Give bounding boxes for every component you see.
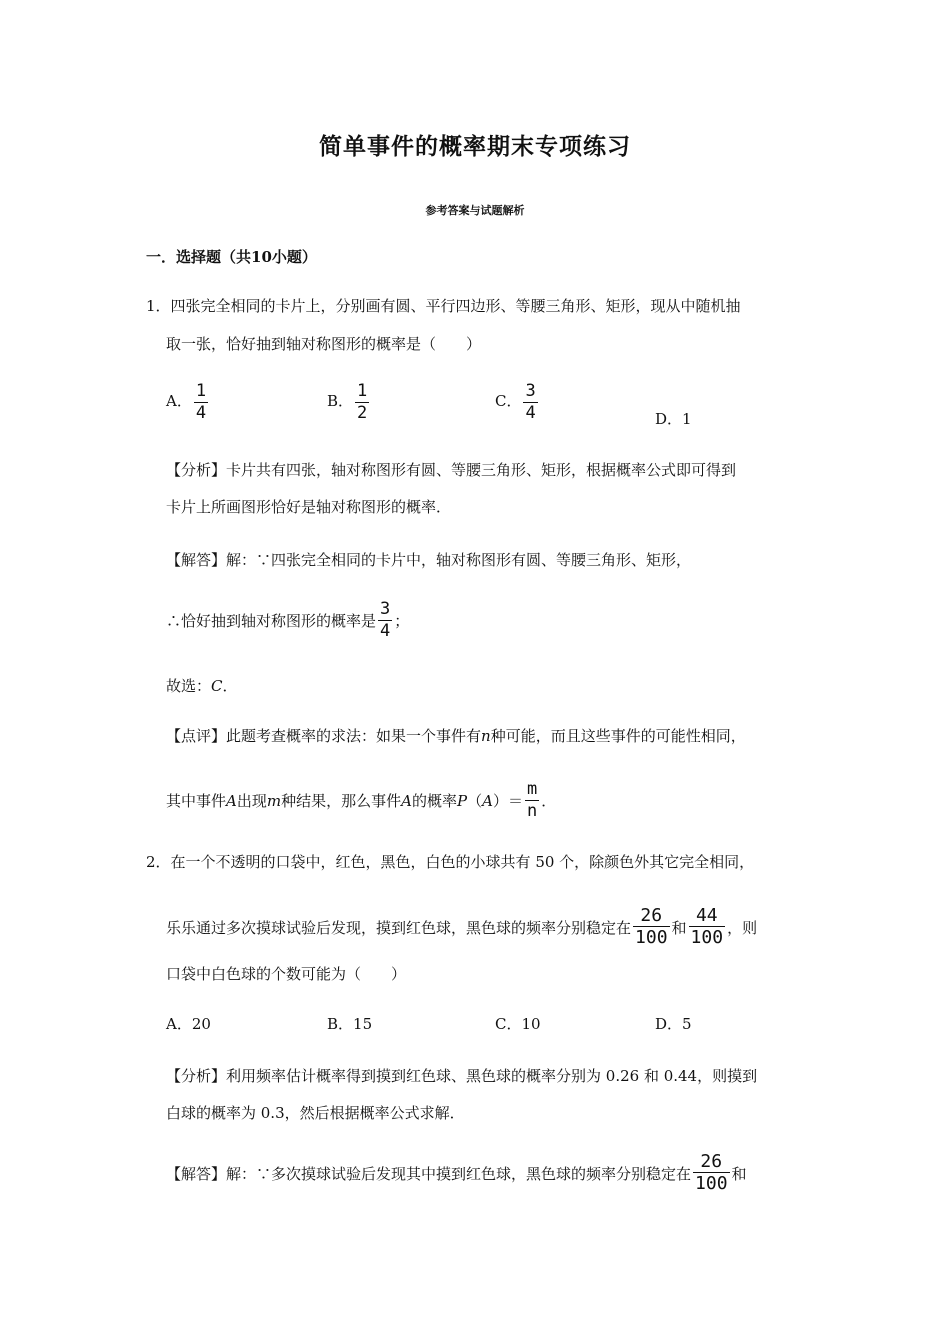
q1-solution-fraction: $\frac{3}{4}$ bbox=[380, 599, 391, 641]
q2-solution-line1: 【解答】解：∵多次摸球试验后发现其中摸到红色球，黑色球的频率分别稳定在 $\frac{26}{100}$ 和 bbox=[166, 1151, 747, 1194]
q2-option-b: B．15 bbox=[327, 1015, 373, 1033]
q1-option-b-fraction: $\frac{1}{2}$ bbox=[357, 381, 368, 423]
q2-analysis-line1: 【分析】利用频率估计概率得到摸到红色球、黑色球的概率分别为 0.26 和 0.44，则摸到 bbox=[166, 1067, 758, 1085]
q1-option-c-fraction: $\frac{3}{4}$ bbox=[525, 381, 536, 423]
q2-stem-fraction-black: $\frac{44}{100}$ bbox=[690, 905, 724, 948]
q1-comment-line1: 【点评】此题考查概率的求法：如果一个事件有n种可能，而且这些事件的可能性相同， bbox=[166, 727, 746, 745]
q2-analysis-line2: 白球的概率为 0.3，然后根据概率公式求解． bbox=[166, 1104, 465, 1122]
q2-stem-fraction-red: $\frac{26}{100}$ bbox=[635, 905, 668, 948]
document-subtitle: 参考答案与试题解析 bbox=[425, 204, 525, 217]
q1-option-b: B． $\frac{1}{2}$ bbox=[327, 381, 368, 423]
q1-stem-line1: 1．四张完全相同的卡片上，分别画有圆、平行四边形、等腰三角形、矩形，现从中随机抽 bbox=[146, 297, 741, 315]
q1-analysis-line2: 卡片上所画图形恰好是轴对称图形的概率． bbox=[166, 498, 452, 516]
q2-stem-line1: 2．在一个不透明的口袋中，红色，黑色，白色的小球共有 50 个，除颜色外其它完全相同， bbox=[146, 853, 755, 871]
q1-option-d: D．1 bbox=[655, 410, 692, 428]
q2-solution-fraction: $\frac{26}{100}$ bbox=[695, 1151, 728, 1194]
q1-option-a-fraction: $\frac{1}{4}$ bbox=[195, 381, 207, 423]
q1-comment-line2: 其中事件A出现m种结果，那么事件A的概率P（A）＝ $\frac{m}{n}$ ． bbox=[166, 779, 557, 821]
q2-stem-line3: 口袋中白色球的个数可能为（ ） bbox=[166, 965, 407, 983]
q1-solution-line1: 【解答】解：∵四张完全相同的卡片中，轴对称图形有圆、等腰三角形、矩形， bbox=[166, 551, 692, 569]
q2-option-d: D．5 bbox=[655, 1015, 692, 1033]
q2-option-a: A．20 bbox=[166, 1015, 211, 1033]
q1-stem-line2: 取一张，恰好抽到轴对称图形的概率是（ ） bbox=[166, 335, 482, 353]
q1-option-a: A． $\frac{1}{4}$ bbox=[166, 381, 207, 423]
q1-comment-fraction: $\frac{m}{n}$ bbox=[526, 779, 538, 821]
q1-solution-line2: ∴恰好抽到轴对称图形的概率是 $\frac{3}{4}$ ； bbox=[166, 599, 410, 641]
q1-choice: 故选：C． bbox=[166, 677, 238, 695]
q2-stem-line2: 乐乐通过多次摸球试验后发现，摸到红色球，黑色球的频率分别稳定在 $\frac{26}{100}$ 和 $\frac{44}{100}$ ，则 bbox=[166, 905, 758, 948]
q1-option-c: C． $\frac{3}{4}$ bbox=[495, 381, 536, 423]
section-heading: 一．选择题（共10小题） bbox=[146, 248, 317, 266]
q1-analysis-line1: 【分析】卡片共有四张，轴对称图形有圆、等腰三角形、矩形，根据概率公式即可得到 bbox=[166, 461, 737, 479]
document-title: 简单事件的概率期末专项练习 bbox=[319, 133, 631, 160]
q2-option-c: C．10 bbox=[495, 1015, 541, 1033]
